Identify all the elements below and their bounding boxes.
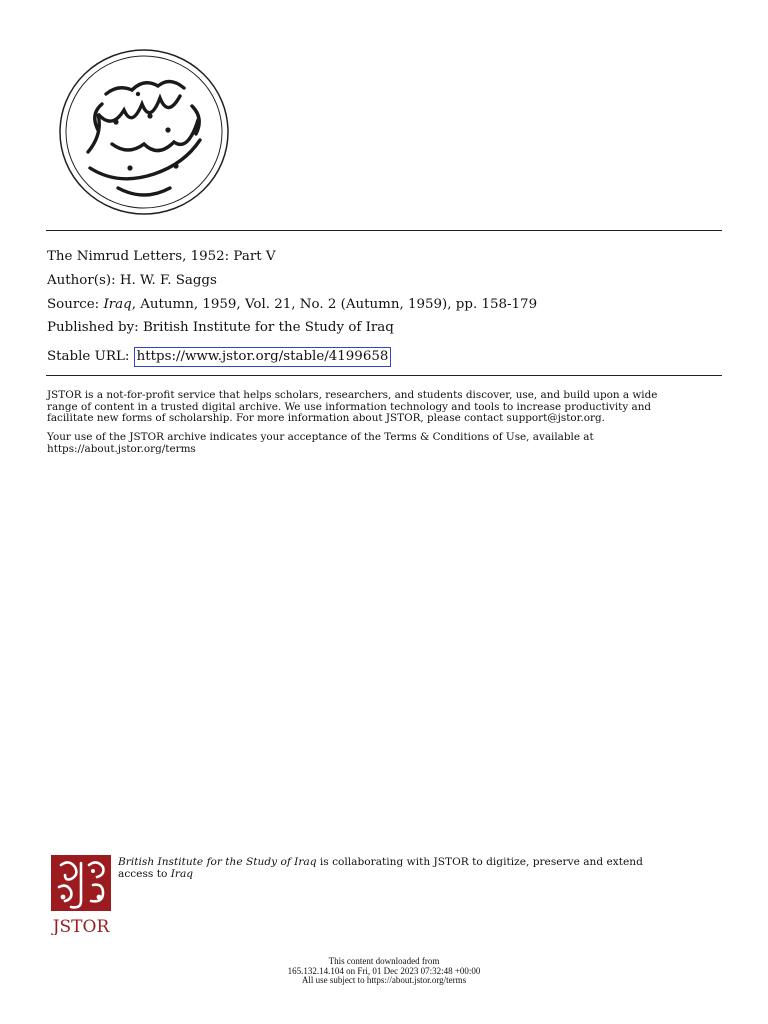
download-footer xyxy=(0,957,768,986)
author-line xyxy=(47,273,217,289)
jstor-notice-paragraph: JSTOR is a not-for-profit service that helps scholars, researchers, and students discover, use, and build upon a wide range of content in a trusted digital archive. We use information technology and tools to increase productivity and facilitate new forms of scholarship. For more information about JSTOR, please contact support@jstor.org. xyxy=(47,389,658,424)
seal-graphic xyxy=(58,48,230,216)
publisher-line xyxy=(47,320,394,336)
author-label: Author(s): xyxy=(47,273,120,288)
top-divider xyxy=(46,230,722,231)
collab-institution: British Institute for the Study of Iraq xyxy=(118,856,317,868)
calligraphy-seal-logo xyxy=(58,48,230,216)
collab-journal: Iraq xyxy=(170,868,194,880)
publisher-label: Published by: xyxy=(47,320,143,335)
source-label: Source: xyxy=(47,297,104,312)
terms-notice-paragraph: Your use of the JSTOR archive indicates your acceptance of the Terms & Conditions of Use, available at https://about.jstor.org/terms xyxy=(47,431,594,455)
footer-line-2: 165.132.14.104 on Fri, 01 Dec 2023 07:32:48 +00:00 xyxy=(287,965,481,976)
stable-url-label: Stable URL: xyxy=(47,349,134,364)
collab-text: is collaborating with JSTOR to digitize, preserve and extend access to xyxy=(118,856,643,880)
jstor-logo-text: JSTOR xyxy=(52,917,110,935)
footer-line-3: All use subject to https://about.jstor.org/terms xyxy=(301,975,467,986)
stable-url-link[interactable]: https://www.jstor.org/stable/4199658 xyxy=(134,347,392,367)
jstor-logo xyxy=(49,855,115,935)
publisher-name: British Institute for the Study of Iraq xyxy=(142,320,394,335)
article-title: The Nimrud Letters, 1952: Part V xyxy=(47,249,276,264)
author-name: H. W. F. Saggs xyxy=(119,273,217,288)
source-details: , Autumn, 1959, Vol. 21, No. 2 (Autumn, 1959), pp. 158-179 xyxy=(131,297,538,312)
collaboration-statement xyxy=(118,856,678,880)
stable-url-line xyxy=(47,347,391,367)
jstor-logo-graphic xyxy=(49,855,115,935)
middle-divider xyxy=(46,375,722,376)
source-journal: Iraq xyxy=(103,297,132,312)
footer-line-1: This content downloaded from xyxy=(328,956,440,966)
source-line xyxy=(47,297,537,313)
